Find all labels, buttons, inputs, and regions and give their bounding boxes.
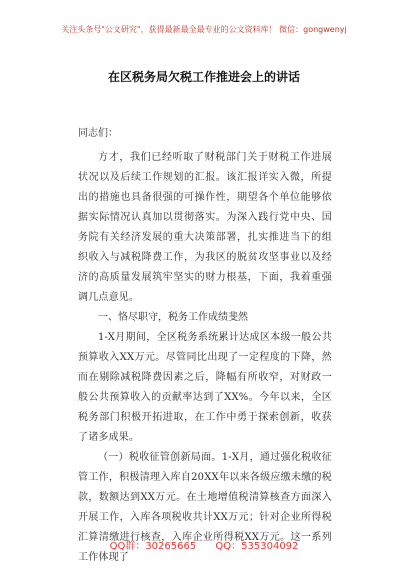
- document-body: [78, 124, 332, 568]
- paragraph-intro: 方才，我们已经听取了财税部门关于财税工作进展状况以及后续工作规划的汇报。该汇报详实入微，所提出的措施也具备很强的可操作性，期望各个单位能够依据实际情况认真加以贯彻落实。为深入践行党中央、国务院有关经济发展的重大决策部署，扎实推进当下的组织收入与减税降费工作，为我区的脱贫攻坚事业以及经济的高质量发展筑牢坚实的财力根基，下面，我着重强调几点意见。: [78, 152, 332, 303]
- promo-banner: 关注头条号"公文研究"，获得最新最全最专业的公文资料库！ 微信：gongwenyj: [61, 25, 347, 34]
- section-heading: 一、恪尽职守，税务工作成绩斐然: [98, 312, 248, 323]
- page-title: 在区税务局欠税工作推进会上的讲话: [107, 70, 300, 84]
- paragraph-revenue: 1-X月期间，全区税务系统累计达成区本级一般公共预算收入XX万元。尽管同比出现了一定程度的下降，然而在剔除减税降费因素之后，降幅有所收窄，对财政一般公共预算收入的贡献率达到了XX%。今年以来，全区税务部门积极开拓进取，在工作中勇于探索创新，收获了诸多成果。: [78, 332, 332, 443]
- footer-contact: [0, 537, 408, 552]
- salutation: 同志们：: [78, 128, 118, 139]
- qq-number: QQ：535304092: [215, 541, 299, 552]
- paragraph-tax-collection: （一）税收征管创新局面。1-X月，通过强化税收征管工作，积极清理入库自20XX年以来各级应缴未缴的税款，数额达到XX万元。在土地增值税清算核查方面深入开展工作，入库各项税收共计XX万元；针对企业所得税汇算清缴进行核查，入库企业所得税XX万元。这一系列工作体现了: [78, 452, 332, 563]
- qq-group-number: QQ群：30265665: [109, 541, 197, 552]
